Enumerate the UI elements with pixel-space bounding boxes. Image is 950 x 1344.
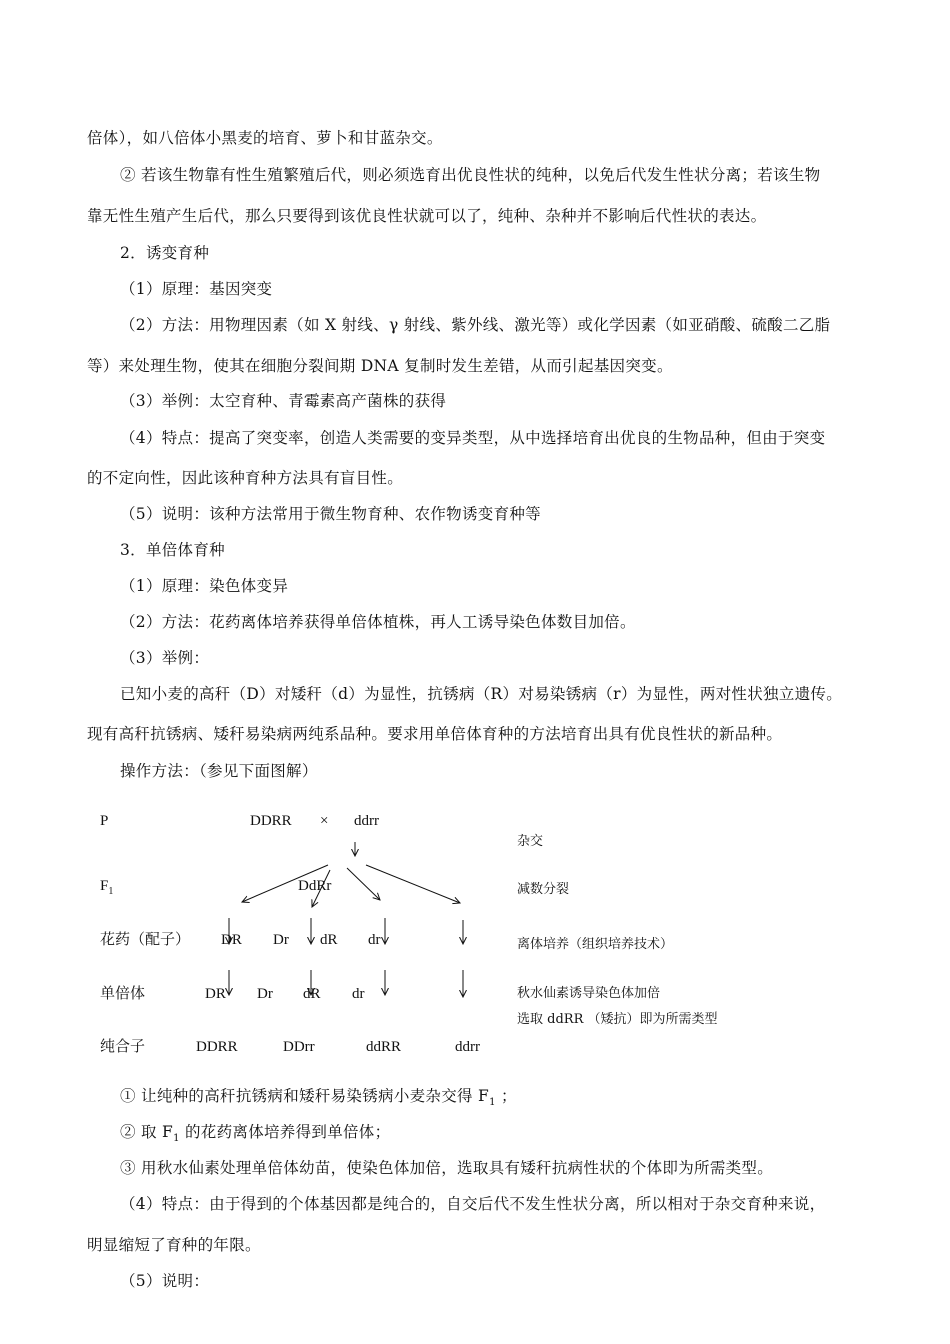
haploid-3: dR [303, 986, 321, 1002]
paragraph-line: 等）来处理生物，使其在细胞分裂间期 DNA 复制时发生差错，从而引起基因突变。 [87, 357, 673, 375]
paragraph-line: （5）说明：该种方法常用于微生物育种、农作物诱变育种等 [120, 505, 541, 523]
note-colchicine: 秋水仙素诱导染色体加倍 [517, 986, 661, 1001]
pure-line-2: DDrr [283, 1039, 315, 1055]
pure-line-1: DDRR [196, 1039, 238, 1055]
section-heading: 3．单倍体育种 [120, 541, 225, 559]
gamete-dr-recessive: dr [368, 932, 381, 948]
gamete-dr-mixed: dR [320, 932, 338, 948]
step-2: ② 取 $F_1$ 的花药离体培养得到单倍体； [120, 1123, 391, 1145]
row-label-haploid: 单倍体 [100, 986, 146, 1002]
cross-symbol: × [320, 813, 329, 829]
row-label-f1: $F_1$ [100, 878, 114, 897]
paragraph-line: 的不定向性，因此该种育种方法具有盲目性。 [87, 469, 404, 487]
paragraph-line: 靠无性生殖产生后代，那么只要得到该优良性状就可以了，纯种、杂种并不影响后代性状的表达。 [87, 207, 767, 225]
paragraph-line: （4）特点：由于得到的个体基因都是纯合的，自交后代不发生性状分离，所以相对于杂交育种来说， [120, 1195, 826, 1213]
row-label-p: P [100, 813, 109, 829]
parent-right: ddrr [354, 813, 379, 829]
row-label-pure: 纯合子 [100, 1039, 146, 1055]
gamete-dr-upper: DR [221, 932, 242, 948]
note-cross: 杂交 [517, 834, 544, 849]
paragraph-line: （1）原理：基因突变 [120, 280, 273, 298]
haploid-2: Dr [257, 986, 273, 1002]
paragraph-line: （3）举例：太空育种、青霉素高产菌株的获得 [120, 392, 447, 410]
paragraph-line: （1）原理：染色体变异 [120, 577, 289, 595]
arrow-f1-gamete-4 [366, 865, 460, 903]
arrow-f1-gamete-3 [347, 868, 380, 900]
note-culture: 离体培养（组织培养技术） [517, 937, 674, 952]
arrow-f1-gamete-2 [312, 870, 330, 907]
pure-line-4: ddrr [455, 1039, 480, 1055]
paragraph-line: 操作方法：（参见下面图解） [120, 762, 318, 780]
paragraph-line: （2）方法：花药离体培养获得单倍体植株，再人工诱导染色体数目加倍。 [120, 613, 636, 631]
paragraph-line: ② 若该生物靠有性生殖繁殖后代，则必须选育出优良性状的纯种，以免后代发生性状分离；若该生物 [120, 166, 821, 184]
paragraph-line: 明显缩短了育种的年限。 [87, 1236, 261, 1254]
paragraph-line: 已知小麦的高秆（D）对矮秆（d）为显性，抗锈病（R）对易染锈病（r）为显性，两对性状独立遗传。 [120, 685, 843, 703]
paragraph-line: 现有高秆抗锈病、矮秆易染病两纯系品种。要求用单倍体育种的方法培育出具有优良性状的新品种。 [87, 725, 783, 743]
paragraph-line: （3）举例： [120, 649, 210, 667]
paragraph-line: （2）方法：用物理因素（如 X 射线、γ 射线、紫外线、激光等）或化学因素（如亚硝酸、硫酸二乙脂 [120, 316, 831, 334]
arrow-f1-gamete-1 [242, 865, 328, 902]
f1-genotype: DdRr [298, 878, 332, 894]
row-label-anther: 花药（配子） [100, 932, 191, 948]
section-heading: 2．诱变育种 [120, 244, 210, 262]
step-1: ① 让纯种的高秆抗锈病和矮秆易染锈病小麦杂交得 $F_1$ ； [120, 1087, 517, 1109]
step-3: ③ 用秋水仙素处理单倍体幼苗，使染色体加倍，选取具有矮秆抗病性状的个体即为所需类型。 [120, 1159, 774, 1177]
haploid-4: dr [352, 986, 365, 1002]
paragraph-line: （4）特点：提高了突变率，创造人类需要的变异类型，从中选择培育出优良的生物品种，但由于突变 [120, 429, 826, 447]
paragraph-line: 倍体），如八倍体小黑麦的培育、萝卜和甘蓝杂交。 [87, 129, 443, 147]
parent-left: DDRR [250, 813, 292, 829]
haploid-1: DR [205, 986, 226, 1002]
gamete-dr-lower: Dr [273, 932, 289, 948]
paragraph-line: （5）说明： [120, 1272, 210, 1290]
pure-line-3: ddRR [366, 1039, 402, 1055]
note-select: 选取 ddRR （矮抗）即为所需类型 [517, 1012, 718, 1027]
note-meiosis: 减数分裂 [517, 882, 570, 897]
